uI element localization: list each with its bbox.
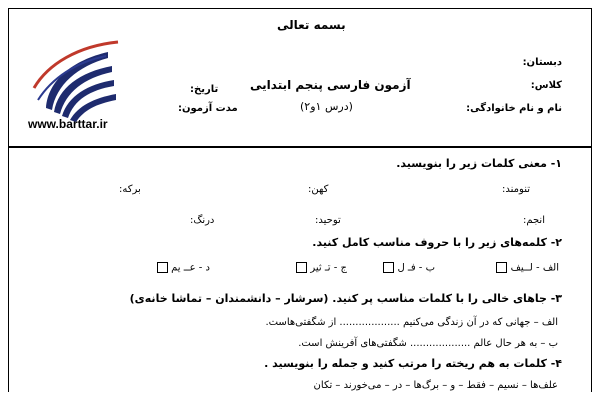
exam-title: آزمون فارسی پنجم ابتدایی [250, 78, 411, 92]
q4-scrambled-words: علف‌ها – نسیم – فقط – و – برگ‌ها – در – می‌خورند – تکان [313, 380, 558, 391]
invocation-title: بسمه تعالی [277, 18, 346, 32]
q2-option-a-checkbox[interactable] [496, 262, 507, 273]
q1-word-4: انجم: [522, 215, 545, 226]
logo-url: www.barttar.ir [28, 117, 108, 131]
question-2-title: ۲- کلمه‌های زیر را با حروف مناسب کامل کنید. [312, 236, 562, 249]
q2-option-d-label: د - عــ یم [171, 262, 210, 274]
q2-option-d-checkbox[interactable] [157, 262, 168, 273]
class-label: کلاس: [530, 80, 562, 91]
q3-line-a: الف – جهانی که در آن زندگی می‌کنیم ................... از شگفتی‌هاست. [265, 317, 558, 328]
q2-option-a [493, 262, 559, 274]
date-label: تاریخ: [190, 84, 219, 95]
q2-option-b-label: ب - فـ ل [397, 262, 435, 274]
duration-label: مدت آزمون: [178, 103, 238, 114]
header-divider [9, 146, 591, 148]
question-3-title: ۳- جاهای خالی را با کلمات مناسب پر کنید. (سرشار – دانشمندان – تماشا خانه‌ی) [129, 292, 562, 305]
q2-option-b [380, 262, 435, 274]
school-label: دبستان: [522, 57, 562, 68]
exam-subtitle: (درس ۱و۲) [300, 100, 353, 113]
q1-word-2: کهن: [308, 184, 329, 195]
q1-word-3: برکه: [119, 184, 141, 195]
q2-option-c-label: ج - تـ ثیر [310, 262, 347, 274]
question-1-title: ۱- معنی کلمات زیر را بنویسید. [396, 157, 562, 170]
q2-option-c-checkbox[interactable] [296, 262, 307, 273]
q2-option-b-checkbox[interactable] [383, 262, 394, 273]
question-4-title: ۴- کلمات به هم ریخته را مرتب کنید و جمله را بنویسید . [264, 357, 562, 370]
q2-option-a-label: الف - لــیف [510, 262, 559, 274]
q1-word-6: درنگ: [190, 215, 215, 226]
q3-line-b: ب – به هر حال عالم ................... شگفتی‌های آفرینش است. [298, 338, 558, 349]
name-label: نام و نام خانوادگی: [466, 103, 562, 114]
barttar-logo-icon [28, 30, 120, 130]
q1-word-5: توحید: [315, 215, 341, 226]
q2-option-d [154, 262, 210, 274]
q1-word-1: تنومند: [502, 184, 530, 195]
q2-option-c [293, 262, 347, 274]
